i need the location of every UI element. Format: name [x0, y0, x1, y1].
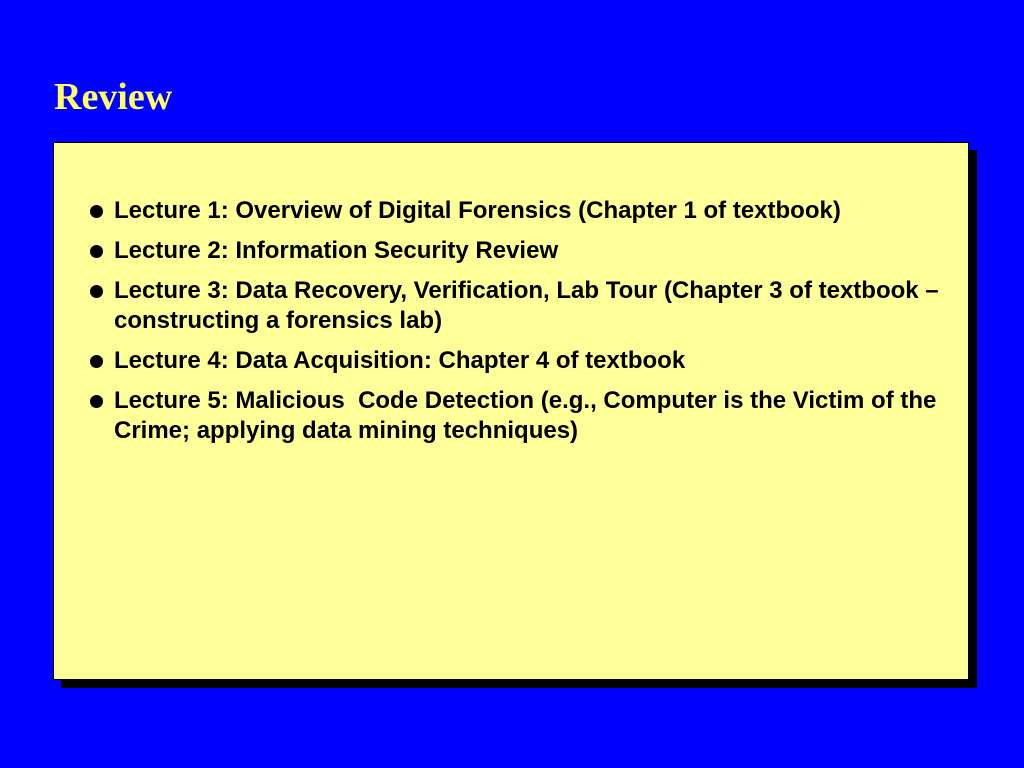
content-panel	[53, 142, 969, 680]
bullet-icon	[90, 285, 103, 298]
bullet-item-lecture-1	[90, 196, 950, 226]
bullet-icon	[90, 355, 103, 368]
bullet-item-lecture-3	[90, 276, 950, 336]
bullet-list	[90, 196, 950, 456]
bullet-icon	[90, 245, 103, 258]
bullet-text: Lecture 1: Overview of Digital Forensics (Chapter 1 of textbook)	[114, 197, 841, 224]
bullet-item-lecture-2	[90, 236, 950, 266]
bullet-item-lecture-5	[90, 386, 950, 446]
bullet-icon	[90, 205, 103, 218]
bullet-text: Lecture 4: Data Acquisition: Chapter 4 of textbook	[114, 347, 686, 374]
bullet-text: Lecture 3: Data Recovery, Verification, Lab Tour (Chapter 3 of textbook – constructing a forensics lab)	[114, 277, 946, 334]
bullet-item-lecture-4	[90, 346, 950, 376]
slide-title: Review	[54, 76, 173, 118]
bullet-text: Lecture 2: Information Security Review	[114, 237, 559, 264]
bullet-text: Lecture 5: Malicious Code Detection (e.g., Computer is the Victim of the Crime; applying data mining techniques)	[114, 387, 944, 444]
bullet-icon	[90, 395, 103, 408]
